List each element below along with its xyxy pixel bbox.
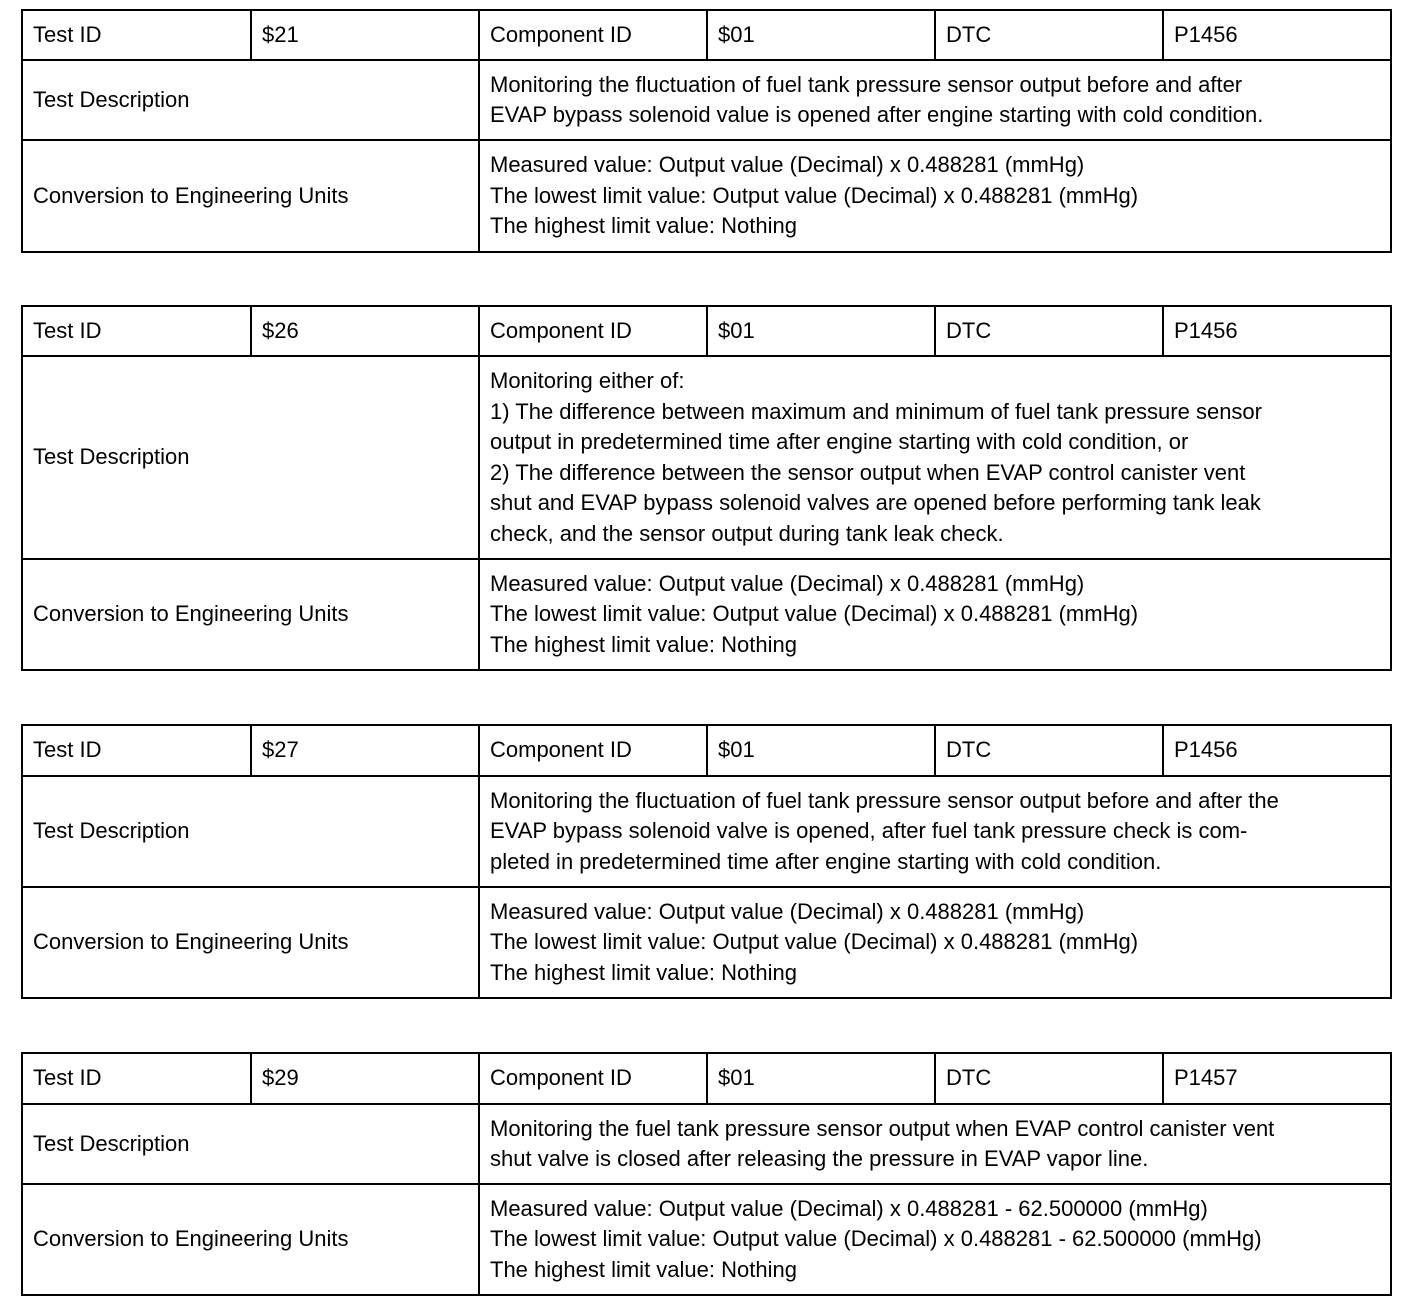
description-row [22,1104,1391,1184]
test-description-value-line: Monitoring the fluctuation of fuel tank pressure sensor output before and after [490,71,1243,97]
test-table [21,9,1392,253]
conversion-value-line: Measured value: Output value (Decimal) x 0.488281 (mmHg) [490,898,1085,924]
description-row [22,60,1391,140]
component-id-value: $01 [707,725,935,776]
header-row [22,1053,1391,1104]
conversion-value-line: The highest limit value: Nothing [490,631,797,657]
test-id-value: $29 [251,1053,479,1104]
test-description-value-line: 1) The difference between maximum and minimum of fuel tank pressure sensor [490,398,1262,424]
component-id-value: $01 [707,1053,935,1104]
test-description-value-line: EVAP bypass solenoid valve is opened, after fuel tank pressure check is com- [490,818,1248,844]
conversion-value-line: Measured value: Output value (Decimal) x 0.488281 (mmHg) [490,152,1085,178]
test-description-label: Test Description [22,60,479,140]
test-id-label: Test ID [22,10,251,60]
component-id-label: Component ID [479,306,707,356]
conversion-value-line: The lowest limit value: Output value (Decimal) x 0.488281 (mmHg) [490,182,1139,208]
test-description-value-line: EVAP bypass solenoid value is opened after engine starting with cold condition. [490,102,1264,127]
dtc-label: DTC [935,306,1163,356]
header-row [22,306,1391,356]
component-id-label: Component ID [479,725,707,776]
header-row [22,725,1391,776]
conversion-value [479,1184,1391,1295]
conversion-label: Conversion to Engineering Units [22,559,479,670]
test-description-value-line: shut valve is closed after releasing the pressure in EVAP vapor line. [490,1146,1149,1171]
conversion-row [22,140,1391,252]
test-description-value-line: output in predetermined time after engine starting with cold condition, or [490,429,1189,454]
test-description-value-line: Monitoring either of: [490,368,685,393]
test-description-value [479,776,1391,887]
conversion-value-line: The lowest limit value: Output value (Decimal) x 0.488281 (mmHg) [490,601,1139,627]
conversion-label: Conversion to Engineering Units [22,887,479,998]
test-id-label: Test ID [22,306,251,356]
test-description-value-line: check, and the sensor output during tank leak check. [490,520,1004,546]
test-id-value: $26 [251,306,479,356]
dtc-value: P1456 [1163,10,1391,60]
conversion-value-line: The lowest limit value: Output value (Decimal) x 0.488281 - 62.500000 (mmHg) [490,1226,1262,1252]
conversion-value [479,887,1391,998]
component-id-value: $01 [707,10,935,60]
dtc-label: DTC [935,725,1163,776]
conversion-row [22,559,1391,670]
description-row [22,356,1391,559]
test-description-value [479,356,1391,559]
test-description-label: Test Description [22,1104,479,1184]
test-table [21,305,1392,671]
component-id-label: Component ID [479,10,707,60]
conversion-value-line: The highest limit value: Nothing [490,1256,797,1282]
conversion-label: Conversion to Engineering Units [22,1184,479,1295]
dtc-value: P1456 [1163,725,1391,776]
conversion-value-line: Measured value: Output value (Decimal) x 0.488281 - 62.500000 (mmHg) [490,1195,1208,1221]
component-id-label: Component ID [479,1053,707,1104]
test-id-label: Test ID [22,725,251,776]
test-description-label: Test Description [22,776,479,887]
conversion-value-line: The lowest limit value: Output value (Decimal) x 0.488281 (mmHg) [490,929,1139,955]
test-description-value-line: Monitoring the fuel tank pressure sensor output when EVAP control canister vent [490,1115,1275,1141]
conversion-label: Conversion to Engineering Units [22,140,479,252]
test-description-value [479,60,1391,140]
test-table [21,724,1392,999]
conversion-value-line: The highest limit value: Nothing [490,959,797,985]
dtc-label: DTC [935,1053,1163,1104]
dtc-value: P1457 [1163,1053,1391,1104]
test-description-value-line: Monitoring the fluctuation of fuel tank pressure sensor output before and after the [490,787,1279,813]
header-row [22,10,1391,60]
conversion-value-line: The highest limit value: Nothing [490,213,797,239]
conversion-value [479,140,1391,252]
test-description-label: Test Description [22,356,479,559]
test-id-value: $21 [251,10,479,60]
test-id-label: Test ID [22,1053,251,1104]
conversion-value [479,559,1391,670]
component-id-value: $01 [707,306,935,356]
test-table [21,1052,1392,1296]
conversion-row [22,1184,1391,1295]
description-row [22,776,1391,887]
conversion-value-line: Measured value: Output value (Decimal) x 0.488281 (mmHg) [490,570,1085,596]
test-id-value: $27 [251,725,479,776]
test-description-value-line: pleted in predetermined time after engine starting with cold condition. [490,848,1162,874]
dtc-label: DTC [935,10,1163,60]
test-description-value-line: 2) The difference between the sensor output when EVAP control canister vent [490,459,1246,485]
test-description-value-line: shut and EVAP bypass solenoid valves are opened before performing tank leak [490,490,1261,515]
conversion-row [22,887,1391,998]
dtc-value: P1456 [1163,306,1391,356]
test-description-value [479,1104,1391,1184]
